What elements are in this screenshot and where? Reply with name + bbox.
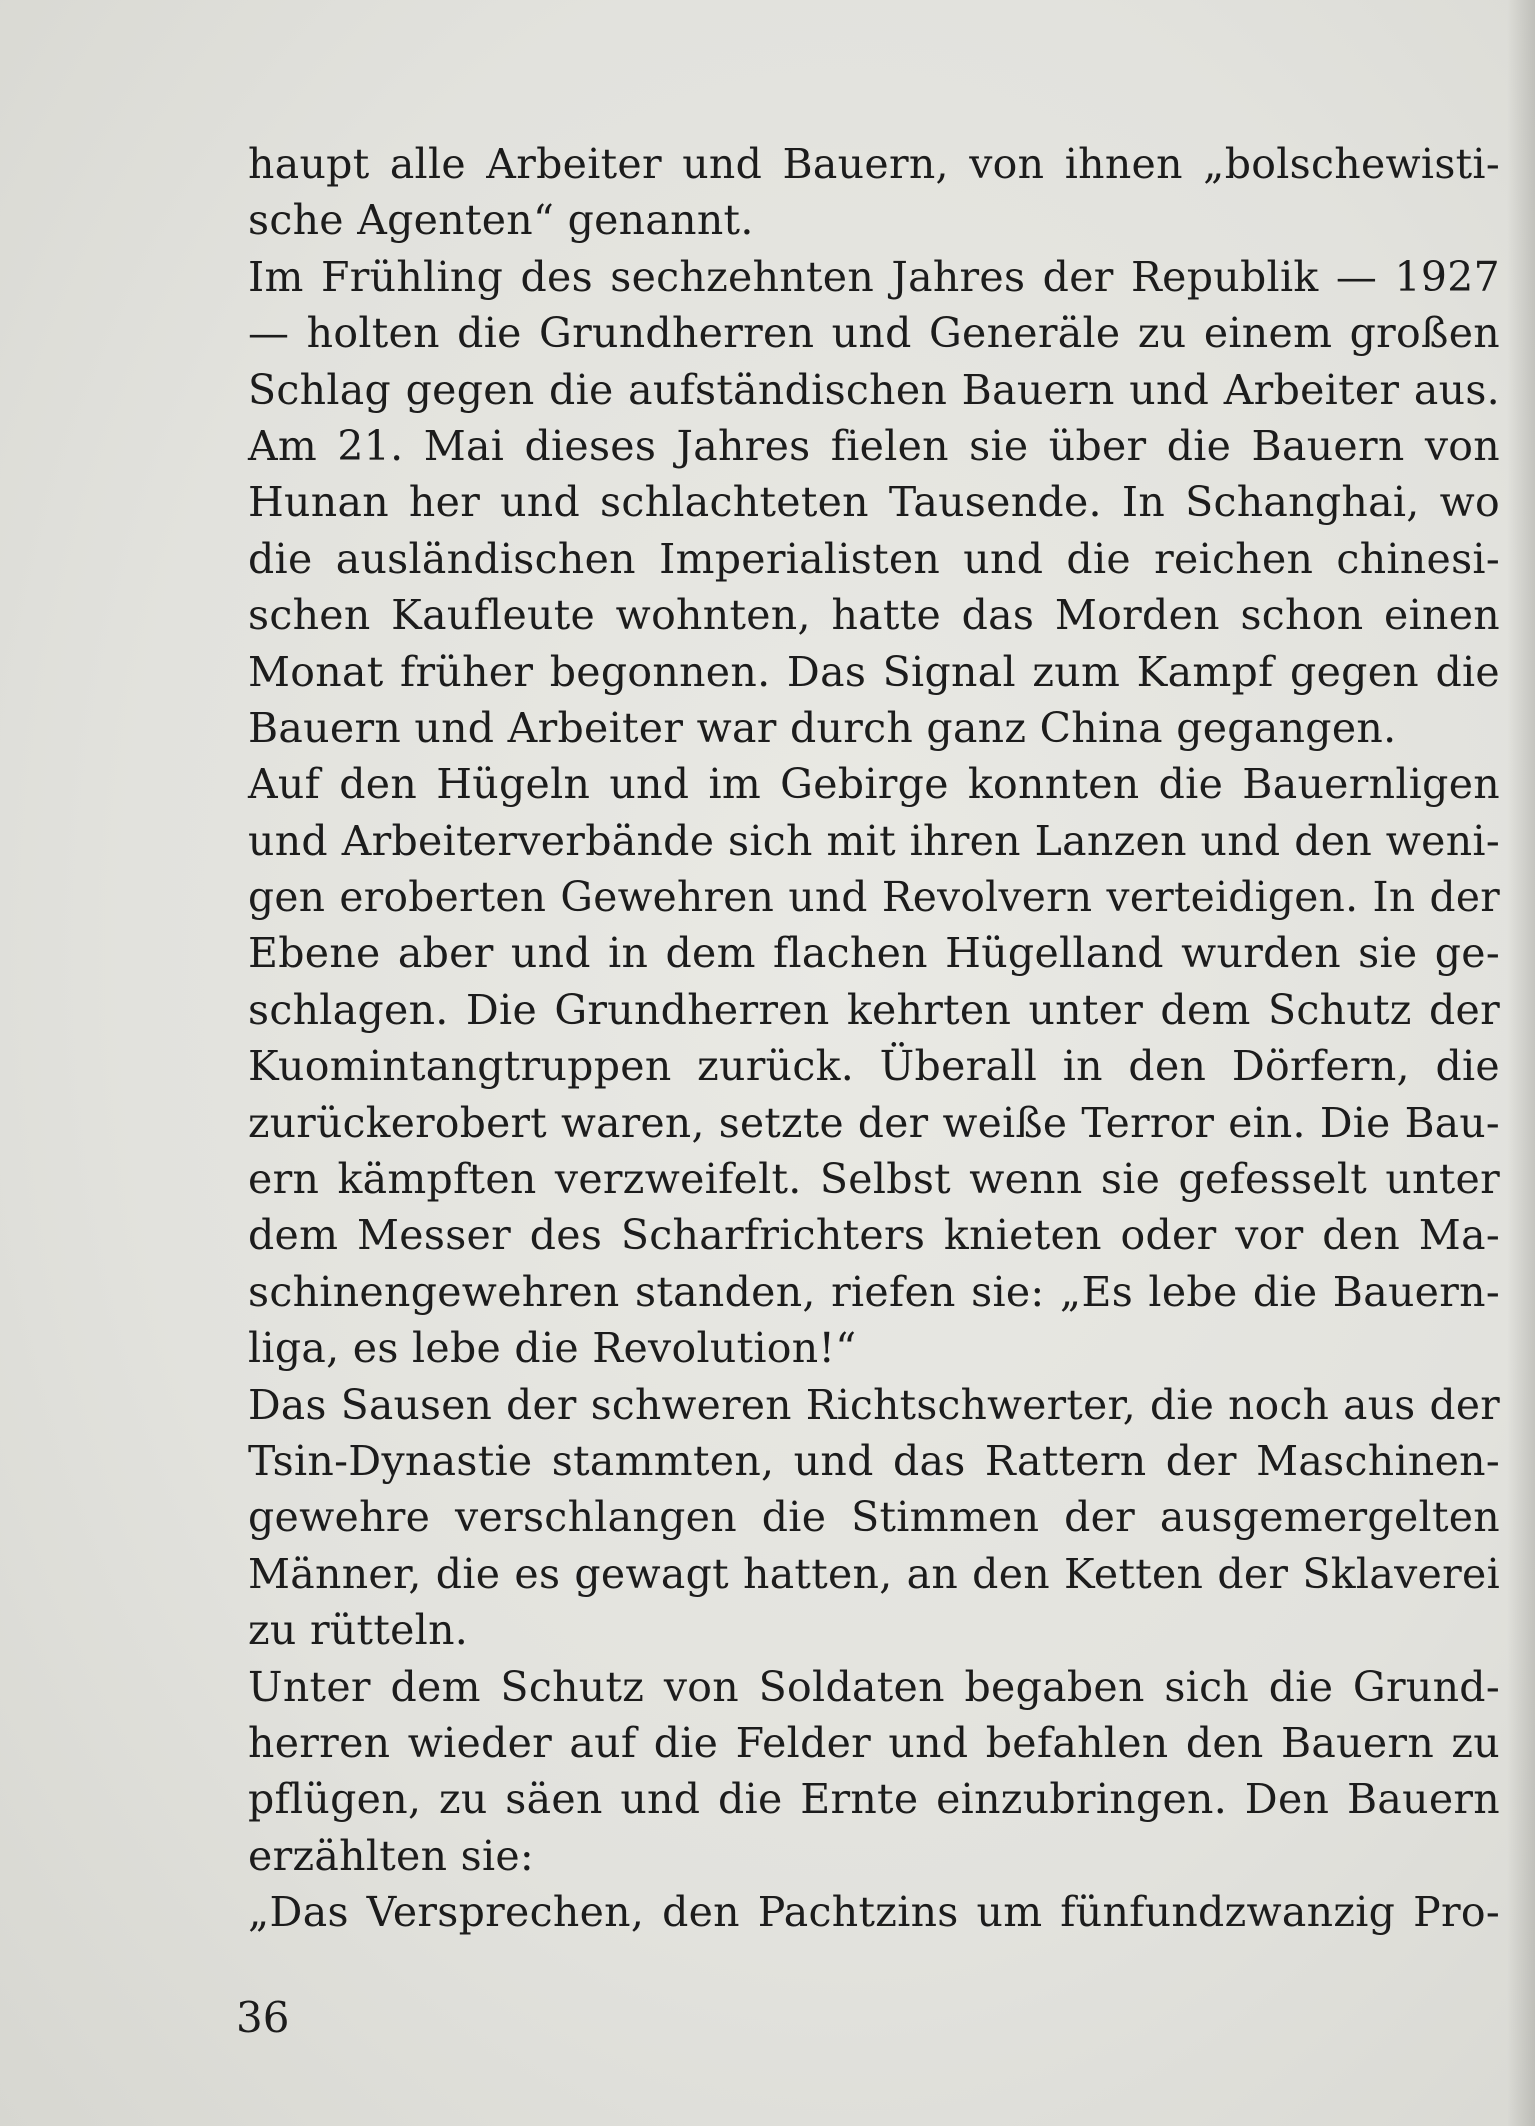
- text-line: ern kämpften verzweifelt. Selbst wenn sie gefesselt unter: [248, 1155, 1500, 1204]
- text-line: pflügen, zu säen und die Ernte einzubringen. Den Bauern: [248, 1775, 1500, 1824]
- text-line: Im Frühling des sechzehnten Jahres der Republik — 1927: [248, 252, 1500, 301]
- text-line: schlagen. Die Grundherren kehrten unter dem Schutz der: [248, 985, 1500, 1034]
- text-line: Monat früher begonnen. Das Signal zum Kampf gegen die: [248, 647, 1500, 696]
- text-line: Kuomintangtruppen zurück. Überall in den Dörfern, die: [248, 1042, 1500, 1091]
- text-line: Tsin-Dynastie stammten, und das Rattern der Maschinen-: [248, 1436, 1500, 1485]
- text-line: „Das Versprechen, den Pachtzins um fünfundzwanzig Pro-: [248, 1888, 1500, 1937]
- text-line: die ausländischen Imperialisten und die reichen chinesi-: [248, 534, 1500, 583]
- text-line: haupt alle Arbeiter und Bauern, von ihnen „bolschewisti-: [248, 140, 1500, 188]
- text-line: schinengewehren standen, riefen sie: „Es lebe die Bauern-: [248, 1267, 1500, 1316]
- text-line: Unter dem Schutz von Soldaten begaben sich die Grund-: [248, 1662, 1500, 1711]
- text-line: Auf den Hügeln und im Gebirge konnten die Bauernligen: [248, 760, 1500, 809]
- text-line: Ebene aber und in dem flachen Hügelland wurden sie ge-: [248, 929, 1500, 978]
- page-edge-shadow: [1507, 0, 1535, 2126]
- page-number: 36: [236, 1993, 290, 2042]
- text-line: gewehre verschlangen die Stimmen der ausgemergelten: [248, 1493, 1500, 1542]
- text-line: und Arbeiterverbände sich mit ihren Lanzen und den weni-: [248, 816, 1500, 865]
- text-line: — holten die Grundherren und Generäle zu einem großen: [248, 309, 1500, 358]
- text-line: zurückerobert waren, setzte der weiße Terror ein. Die Bau-: [248, 1098, 1500, 1147]
- text-line: Hunan her und schlachteten Tausende. In Schanghai, wo: [248, 478, 1500, 527]
- text-line: schen Kaufleute wohnten, hatte das Morden schon einen: [248, 591, 1500, 640]
- text-line: Bauern und Arbeiter war durch ganz China gegangen.: [248, 703, 1397, 752]
- text-line: sche Agenten“ genannt.: [248, 196, 754, 245]
- text-line: erzählten sie:: [248, 1831, 535, 1880]
- text-line: Am 21. Mai dieses Jahres fielen sie über die Bauern von: [248, 421, 1500, 470]
- text-line: liga, es lebe die Revolution!“: [248, 1324, 857, 1373]
- text-line: dem Messer des Scharfrichters knieten oder vor den Ma-: [248, 1211, 1500, 1260]
- text-line: Männer, die es gewagt hatten, an den Ketten der Sklaverei: [248, 1549, 1500, 1598]
- body-text: [248, 136, 1500, 1941]
- text-line: herren wieder auf die Felder und befahlen den Bauern zu: [248, 1718, 1500, 1767]
- text-line: zu rütteln.: [248, 1606, 469, 1655]
- text-line: gen eroberten Gewehren und Revolvern verteidigen. In der: [248, 873, 1500, 922]
- text-line: Das Sausen der schweren Richtschwerter, die noch aus der: [248, 1380, 1500, 1429]
- text-line: Schlag gegen die aufständischen Bauern und Arbeiter aus.: [248, 365, 1500, 414]
